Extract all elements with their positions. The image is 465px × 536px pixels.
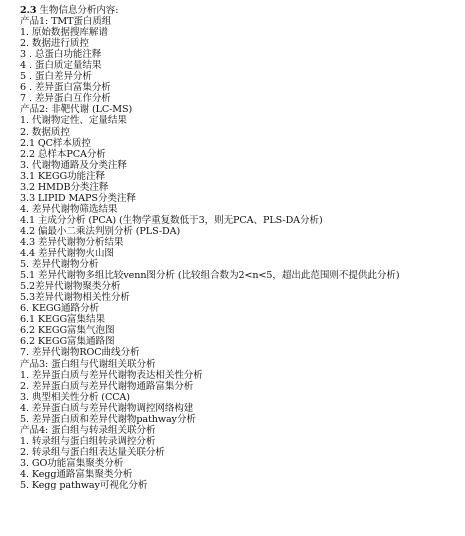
- list-item: 4. 差异蛋白质与差异代谢物调控网络构建: [20, 402, 194, 414]
- list-item: 5 . 蛋白差异分析: [20, 71, 92, 83]
- list-item: 产品4: 蛋白组与转录组关联分析: [20, 424, 156, 436]
- list-item: 2.2 总样本PCA分析: [20, 148, 106, 160]
- list-item: 2. 数据进行质控: [20, 38, 89, 50]
- list-item: 4 . 蛋白质定量结果: [20, 60, 102, 72]
- list-item: 6 . 差异蛋白富集分析: [20, 82, 111, 94]
- list-item: 1. 原始数据搜库解谱: [20, 27, 108, 39]
- list-item: 1. 差异蛋白质与差异代谢物表达相关性分析: [20, 369, 203, 381]
- list-item: 2. 数据质控: [20, 126, 70, 138]
- list-item: 3 . 总蛋白功能注释: [20, 49, 102, 61]
- list-item: 1. 代谢物定性、定量结果: [20, 115, 127, 127]
- list-item: 5. 差异蛋白质和差异代谢物pathway分析: [20, 413, 196, 425]
- list-item: 1. 转录组与蛋白组转录调控分析: [20, 435, 156, 447]
- list-item: 4.2 偏最小二乘法判别分析 (PLS-DA): [20, 225, 181, 237]
- list-item: 4.1 主成分分析 (PCA) (生物学重复数低于3，则无PCA、PLS-DA分析): [20, 214, 323, 226]
- list-item: 5.1 差异代谢物多组比较venn图分析 (比较组合数为2<n<5，超出此范围则不提供此分析): [20, 270, 400, 282]
- list-item: 5.3差异代谢物相关性分析: [20, 292, 130, 304]
- section-number: 2.3: [20, 5, 37, 16]
- list-item: 产品3: 蛋白组与代谢组关联分析: [20, 358, 156, 370]
- list-item: 3. GO功能富集聚类分析: [20, 457, 124, 469]
- list-item: 6.1 KEGG富集结果: [20, 314, 105, 326]
- list-item: 6. KEGG通路分析: [20, 303, 99, 315]
- list-item: 产品1: TMT蛋白质组: [20, 16, 112, 28]
- list-item: 7. 差异代谢物ROC曲线分析: [20, 347, 140, 359]
- list-item: 3. 代谢物通路及分类注释: [20, 159, 127, 171]
- list-item: 5.2差异代谢物聚类分析: [20, 281, 121, 293]
- list-item: 2. 差异蛋白质与差异代谢物通路富集分析: [20, 380, 194, 392]
- list-item: 6.2 KEGG富集通路图: [20, 336, 115, 348]
- list-item: 3.3 LIPID MAPS分类注释: [20, 192, 136, 204]
- section-title: 生物信息分析内容:: [36, 5, 119, 16]
- list-item: 4.4 差异代谢物火山图: [20, 248, 114, 260]
- list-item: 7 . 差异蛋白互作分析: [20, 93, 111, 105]
- list-item: 5. 差异代谢物分析: [20, 259, 99, 271]
- list-item: 4.3 差异代谢物分析结果: [20, 236, 124, 248]
- list-item: 3. 典型相关性分析 (CCA): [20, 391, 130, 403]
- list-item: 产品2: 非靶代谢 (LC-MS): [20, 104, 133, 116]
- list-item: 2. 转录组与蛋白组表达量关联分析: [20, 446, 165, 458]
- section-heading: [20, 5, 465, 16]
- list-item: 2.1 QC样本质控: [20, 137, 91, 149]
- list-item: 6.2 KEGG富集气泡图: [20, 325, 115, 337]
- list-item: 4. Kegg通路富集聚类分析: [20, 468, 133, 480]
- content-list: [20, 16, 465, 491]
- list-item: 3.1 KEGG功能注释: [20, 170, 105, 182]
- list-item: 3.2 HMDB分类注释: [20, 181, 109, 193]
- list-item: 5. Kegg pathway可视化分析: [20, 480, 148, 492]
- list-item: 4. 差异代谢物筛选结果: [20, 203, 118, 215]
